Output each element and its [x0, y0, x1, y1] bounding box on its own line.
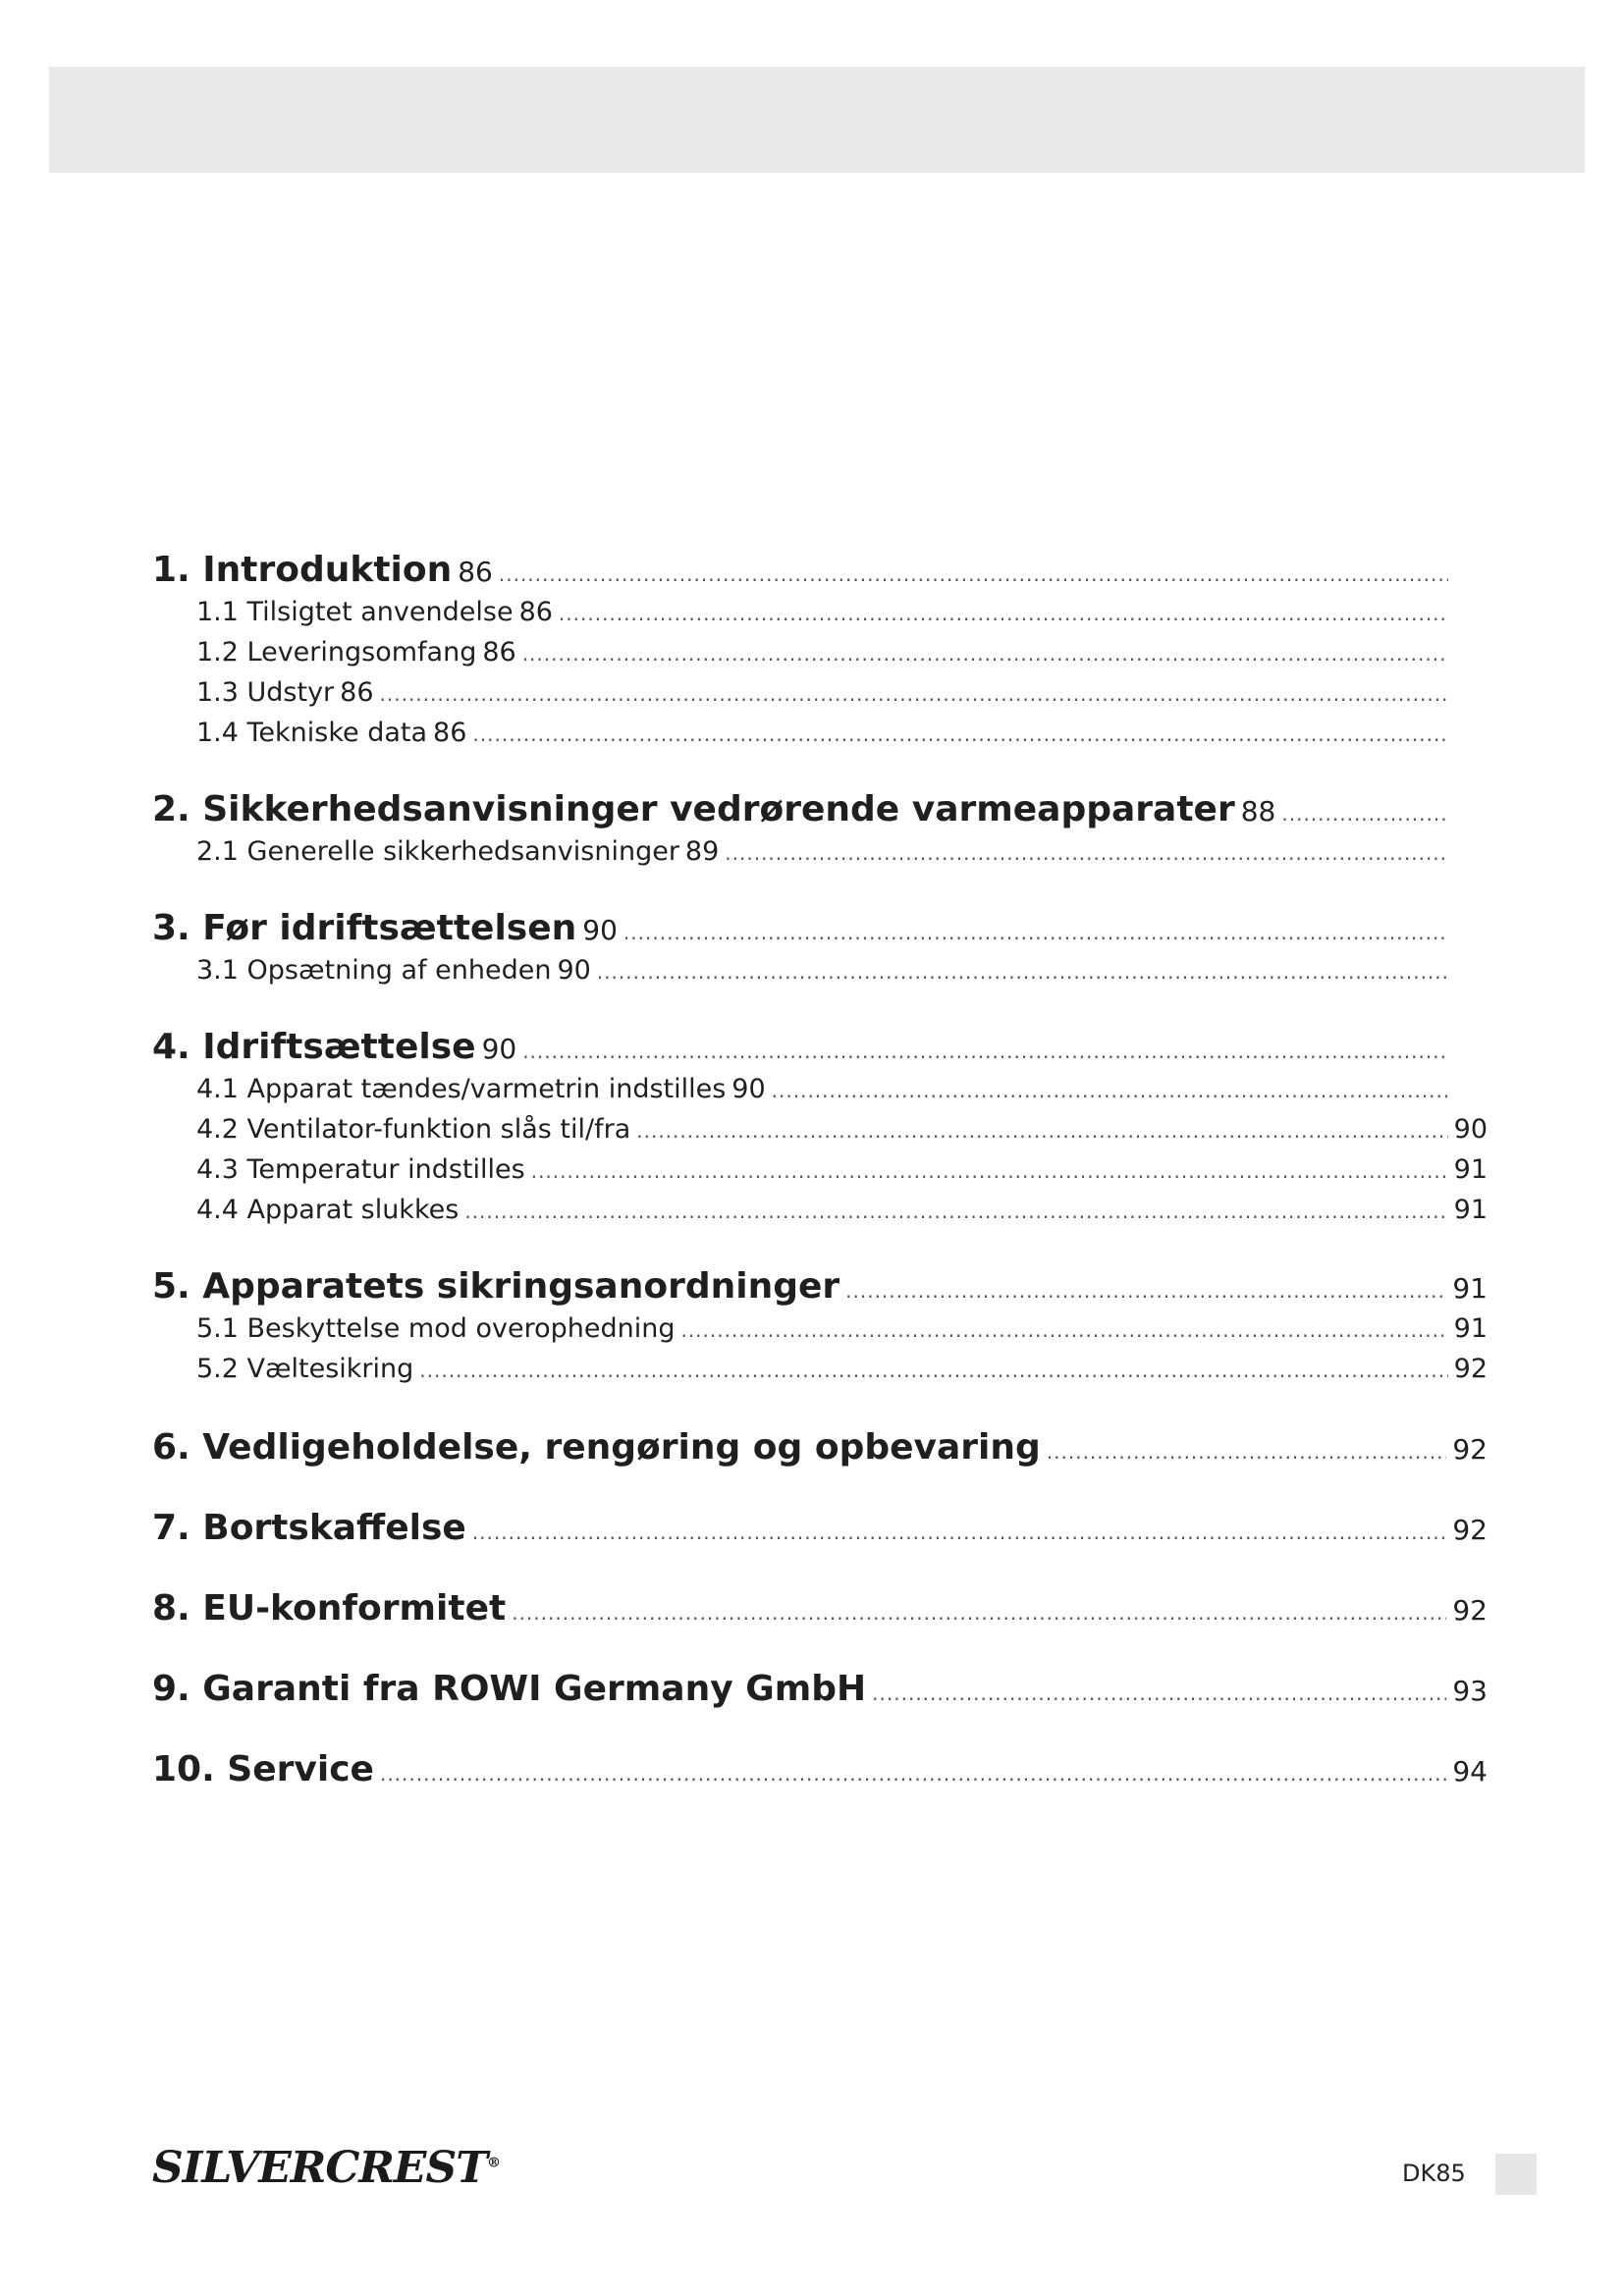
leader-dots [419, 1359, 1447, 1382]
leader-dots [472, 722, 1448, 746]
spacer [152, 1474, 1488, 1508]
toc-item-title: 5.1 Beskyttelse mod overophedning [196, 1313, 676, 1344]
leader-dots [845, 1279, 1446, 1303]
spacer [152, 1394, 1488, 1427]
toc-item-title: 5.2 Væltesikring [196, 1354, 414, 1384]
toc-item[interactable] [152, 1154, 1488, 1195]
toc-section[interactable] [152, 1508, 1488, 1555]
toc-page-number: 90 [582, 914, 618, 946]
toc-section-title: 5. Apparatets sikringsanordninger [152, 1266, 840, 1307]
toc-page-number: 90 [557, 955, 591, 986]
toc-page-number: 90 [481, 1033, 517, 1065]
toc-item[interactable] [152, 1074, 1488, 1114]
toc-page-number: 86 [518, 597, 553, 627]
spacer [152, 995, 1488, 1027]
toc-section[interactable] [152, 908, 1488, 955]
page-corner-marker [1495, 2154, 1537, 2195]
toc-page-number: 92 [1452, 1514, 1488, 1546]
leader-dots [464, 1200, 1447, 1223]
toc-page-number: 89 [684, 836, 720, 867]
toc-page-number: 91 [1452, 1272, 1488, 1305]
leader-dots [597, 960, 1448, 984]
toc-section-title: 7. Bortskaffelse [152, 1508, 466, 1548]
leader-dots [623, 921, 1448, 944]
brand-logo [152, 2143, 500, 2193]
toc-section[interactable] [152, 1749, 1488, 1796]
toc-item[interactable] [152, 836, 1488, 877]
toc-item-title: 4.1 Apparat tændes/varmetrin indstilles [196, 1074, 727, 1104]
toc-item[interactable] [152, 1114, 1488, 1154]
toc-item[interactable] [152, 677, 1488, 718]
toc-section-title: 9. Garanti fra ROWI Germany GmbH [152, 1669, 867, 1709]
spacer [152, 1716, 1488, 1749]
leader-dots [531, 1159, 1448, 1183]
toc-item-title: 3.1 Opsætning af enheden [196, 955, 552, 986]
toc-page-number: 86 [458, 556, 493, 588]
toc-page-number: 90 [731, 1074, 766, 1104]
toc-item[interactable] [152, 718, 1488, 758]
toc-page-number: 86 [433, 718, 467, 748]
toc-item[interactable] [152, 1313, 1488, 1354]
leader-dots [680, 1318, 1447, 1342]
spacer [152, 758, 1488, 789]
leader-dots [1281, 802, 1448, 826]
toc-page-number: 92 [1452, 1594, 1488, 1627]
toc-page-number: 91 [1453, 1154, 1488, 1185]
toc-section[interactable] [152, 550, 1488, 597]
toc-item-title: 4.4 Apparat slukkes [196, 1195, 460, 1225]
toc-page-number: 86 [482, 637, 516, 667]
toc-item[interactable] [152, 955, 1488, 995]
toc-item-title: 1.3 Udstyr [196, 677, 335, 708]
toc-page-number: 92 [1453, 1354, 1488, 1384]
toc-section-title: 3. Før idriftsættelsen [152, 908, 577, 948]
page-code: DK85 [1402, 2160, 1466, 2187]
toc-item[interactable] [152, 597, 1488, 637]
header-band [49, 67, 1585, 173]
leader-dots [725, 841, 1448, 865]
toc-section[interactable] [152, 1266, 1488, 1313]
leader-dots [472, 1521, 1447, 1544]
toc-item-title: 1.2 Leveringsomfang [196, 637, 477, 667]
spacer [152, 1635, 1488, 1669]
toc-section-title: 2. Sikkerhedsanvisninger vedrørende varmeapparater [152, 789, 1235, 829]
leader-dots [499, 562, 1448, 586]
toc-section[interactable] [152, 1588, 1488, 1635]
toc-item[interactable] [152, 637, 1488, 677]
toc-page-number: 91 [1453, 1313, 1488, 1344]
toc-section[interactable] [152, 1427, 1488, 1474]
leader-dots [380, 1762, 1446, 1786]
toc-section-title: 8. EU-konformitet [152, 1588, 507, 1629]
toc-section-title: 10. Service [152, 1749, 374, 1789]
leader-dots [522, 642, 1448, 666]
leader-dots [772, 1079, 1448, 1102]
toc-item[interactable] [152, 1354, 1488, 1394]
toc-section-title: 6. Vedligeholdelse, rengøring og opbevaring [152, 1427, 1041, 1468]
toc-page-number: 88 [1240, 795, 1276, 828]
toc-page-number: 93 [1452, 1675, 1488, 1707]
brand-name: SILVERCREST [152, 2143, 487, 2193]
toc-page-number: 90 [1453, 1114, 1488, 1145]
toc-item-title: 4.3 Temperatur indstilles [196, 1154, 525, 1185]
leader-dots [636, 1119, 1447, 1143]
toc-page-number: 92 [1452, 1433, 1488, 1466]
toc-page-number: 86 [340, 677, 374, 708]
toc-item-title: 4.2 Ventilator-funktion slås til/fra [196, 1114, 631, 1145]
toc-item-title: 2.1 Generelle sikkerhedsanvisninger [196, 836, 679, 867]
toc-section[interactable] [152, 789, 1488, 836]
toc-item[interactable] [152, 1195, 1488, 1235]
spacer [152, 1555, 1488, 1588]
leader-dots [872, 1682, 1446, 1705]
leader-dots [522, 1040, 1448, 1063]
leader-dots [1047, 1440, 1447, 1464]
leader-dots [559, 602, 1448, 625]
leader-dots [380, 682, 1448, 706]
toc-section[interactable] [152, 1027, 1488, 1074]
leader-dots [512, 1601, 1446, 1625]
registered-mark: ® [486, 2155, 500, 2171]
toc-section-title: 4. Idriftsættelse [152, 1027, 476, 1067]
toc-section[interactable] [152, 1669, 1488, 1716]
toc-item-title: 1.4 Tekniske data [196, 718, 428, 748]
toc-page-number: 94 [1452, 1755, 1488, 1788]
table-of-contents [152, 550, 1488, 1796]
toc-page-number: 91 [1453, 1195, 1488, 1225]
spacer [152, 1235, 1488, 1266]
spacer [152, 877, 1488, 908]
toc-section-title: 1. Introduktion [152, 550, 453, 590]
toc-item-title: 1.1 Tilsigtet anvendelse [196, 597, 514, 627]
